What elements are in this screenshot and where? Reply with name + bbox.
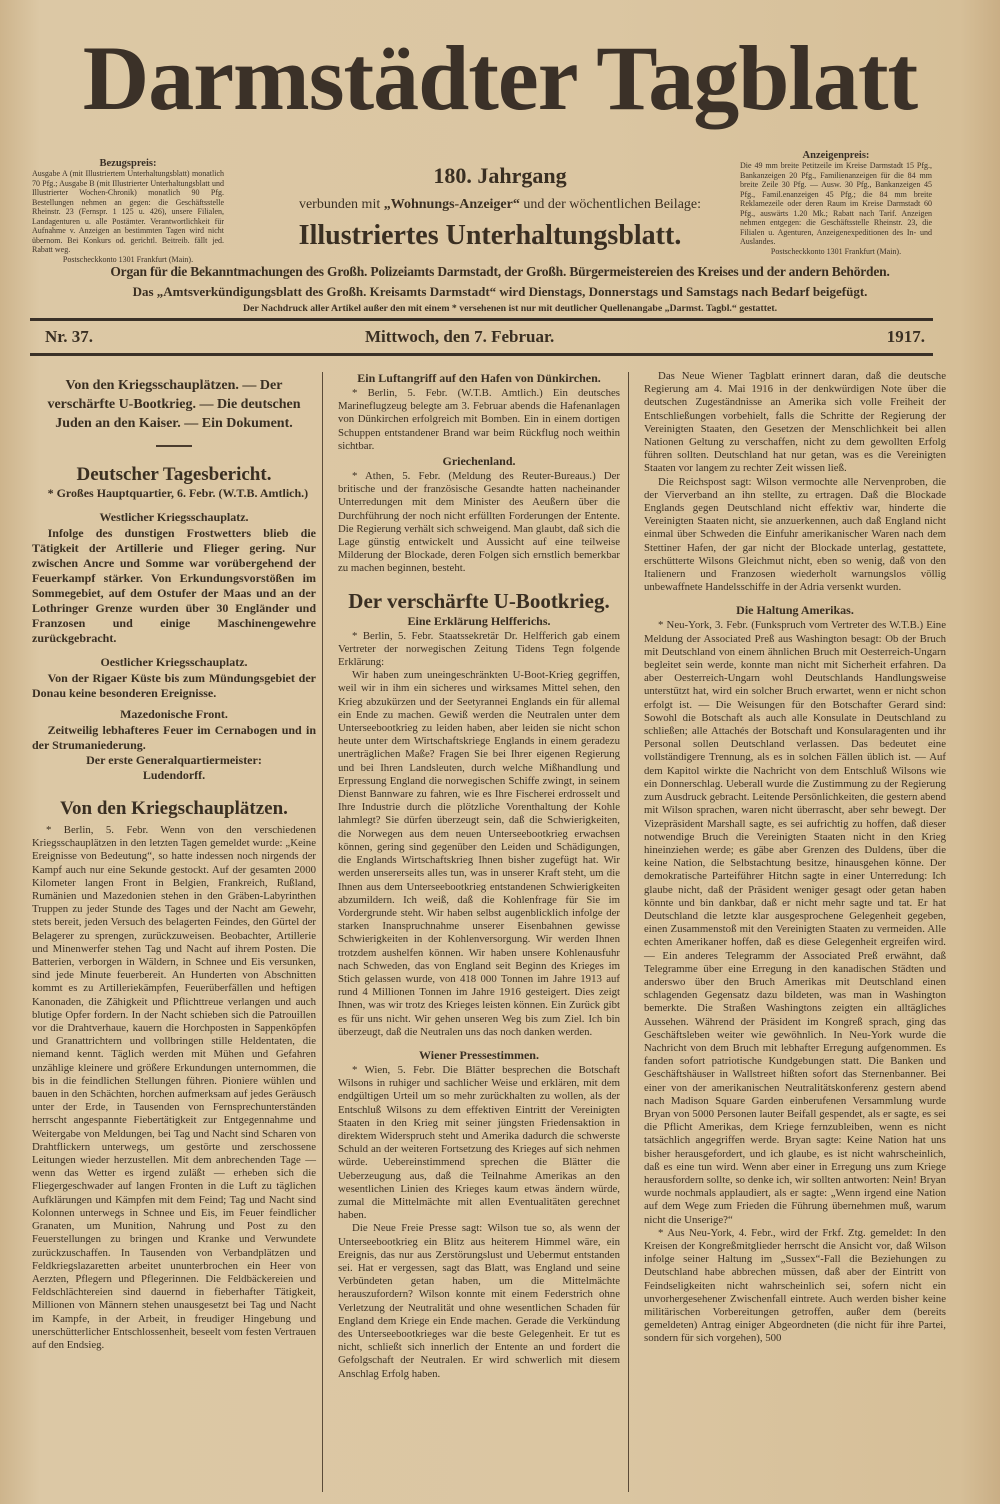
- article-heading: Ein Luftangriff auf den Hafen von Dünkirchen.: [357, 371, 601, 385]
- divider-bottom: [30, 353, 933, 356]
- supplement-title: Illustriertes Unterhaltungsblatt.: [298, 220, 682, 251]
- signature-name: Ludendorff.: [142, 768, 206, 782]
- supplement-post: und der wöchentlichen Beilage:: [523, 197, 702, 212]
- divider-top: [30, 318, 933, 321]
- issue-number: Nr. 37.: [45, 327, 94, 346]
- contents-summary: Von den Kriegsschauplätzen. — Der verschärfte U-Bootkrieg. — Die deutschen Juden an den Kaiser. — Ein Dokument.: [47, 378, 301, 431]
- article-subheading: Eine Erklärung Helfferichs.: [407, 613, 551, 628]
- newspaper-masthead-title: Darmstädter Tagblatt: [82, 27, 918, 129]
- issue-year: 1917.: [886, 327, 925, 346]
- article-paragraph: Die Neue Freie Presse sagt: Wilson tue so, als wenn der Unterseebootkrieg ein Blitz aus heiterem Himmel wäre, ein Ereignis, das nur aus Zerstörungslust und Uebermut entstanden sei. Hat er vergessen, sagt das Blatt, was England und seine Verbündeten getan haben, um die Mittelmächte herauszufordern? Wilson konnte mit einem Federstrich ohne Verletzung der Neutralität und ohne wesentlichen Schaden für England dem Kriege ein Ende machen. Gerade die Verkündung des Unterseebootkrieges war die beste Gelegenheit. Er tut es nicht, schließt sich innerlich der Entente an und fordert die Gefolgschaft der Neutralen. Er wird schwerlich mit diesem Anschlag Erfolg haben.: [338, 1222, 620, 1380]
- advert-price-text: Die 49 mm breite Petitzeile im Kreise Darmstadt 15 Pfg., Bankanzeigen 20 Pfg., Familienanzeigen für die 84 mm breite Zeile 30 Pfg. — Ausw. 30 Pfg., Bankanzeigen 45 Pfg., Famil.enanzeigen 45 Pfg.; die 84 mm breite Reklamezeile oder deren Raum im Kreise Darmstadt 60 Pfg., auswärts 1.20 Mk.; Rabatt nach Tarif. Anzeigen nehmen entgegen: die Geschäftsstelle Rheinstr. 23, die Filialen u. Agenturen, Anzeigenexpeditionen des In- und Auslandes.: [740, 161, 932, 246]
- section-heading: Mazedonische Front.: [120, 707, 228, 721]
- article-paragraph: Die Reichspost sagt: Wilson vermochte alle Nervenproben, die der Vierverband an ihn stellte, zu ertragen. Daß die Blockade Englands gegen Deutschland nicht effektiv war, hinderte die Vereinigten Staaten nicht, sie anzuerkennen, auch daß England nicht einmal über Schweden die Einfuhr amerikanischer Waren nach dem Stettiner Hafen, der gar nicht der Blockade unterlag, gestattete, erschütterte Wilsons Gleichmut nicht, eben so wenig, daß von den Italienern und Franzosen wiederholt warnungslos völlig unbewaffnete Handelsschiffe in der Adria versenkt wurden.: [644, 475, 946, 594]
- signature-title: Der erste Generalquartiermeister:: [86, 753, 262, 767]
- column-divider: [322, 372, 323, 1492]
- section-heading: Oestlicher Kriegsschauplatz.: [100, 655, 248, 669]
- volume-year: 180. Jahrgang: [433, 163, 567, 188]
- article-heading: Wiener Pressestimmen.: [419, 1047, 539, 1062]
- article-paragraph: * Berlin, 5. Febr. Wenn von den verschiedenen Kriegsschauplätzen in den letzten Tagen gemeldet wurde: „Keine Ereignisse von Bedeutung“, so hatte indessen noch nirgends der Kampf auch nur eine Sekunde gestockt. Auf der gesamten 2000 Kilometer langen Front in Belgien, Frankreich, Rußland, Rumänien und Mazedonien stehen in den Gräben-Labyrinthen Truppen zu jeder Stunde des Tages und der Nacht am Gewehr, stets bereit, jeden Versuch des belagerten Feindes, den Gürtel der Belagerer zu sprengen, zurückzuweisen. Beobachter, Artillerie und Minenwerfer stehen Tag und Nacht auf ihrem Posten. Die Batterien, verborgen in Wäldern, in Schnee und Eis versunken, sind jede Minute feuerbereit. An Hunderten von Abschnitten kommt es zu Artilleriekämpfen, Feuerüberfällen und heftigen Kanonaden, die Zähigkeit und Pflichttreue verlangen und auch blutige Opfer fordern. In der Nacht schieben sich die Patrouillen vor die Drahtverhaue, kauern die Horchposten in Sappenköpfen und Granattrichtern und vollbringen stille Heldentaten, die niemand kennt. Täglich werden mit Mühen und Gefahren unzählige kleinere und größere Erkundungen unternommen, die bis in die feindlichen Stellungen führen. Pioniere wühlen und bauen in den Schächten, horchen aufmerksam auf jedes Geräusch unter der Erde, in Tausenden von Fernsprechunterständen herrscht angespannte Fiebertätigkeit zur Entgegennahme und Weitergabe von Meldungen, bei Tag und Nacht sind Scharen von Drahtflickern unterwegs, um gestörte und zerschossene Leitungen wieder herzustellen. Mit dem anbrechenden Tage — wenn das Wetter es irgend zuläßt — erheben sich die Fliegergeschwader auf langen Fronten in die Luft zu täglichen Aufklärungen und Kämpfen mit dem Feind; Tag und Nacht sind Kolonnen unterwegs in Schnee und Eis, im Feuer feindlicher Granaten, um Munition, Nahrung und Post zu den Feuerstellungen zu bringen und Kranke und Verwundete zurückzuschaffen. In Tausenden von Verbandplätzen und Feldkriegslazaretten arbeitet ununterbrochen ein Heer von Aerzten, Pflegern und Pflegerinnen. Die Feldbäckereien und Feldschlächtereien sind dauernd in fieberhafter Tätigkeit, Millionen von Männern stehen unausgesetzt bei Tag und Nacht im Kampfe, in der Arbeit, in freudiger Hingebung und unerschütterlicher Entschlossenheit, beseelt vom festen Vertrauen auf den Endsieg.: [32, 824, 316, 1351]
- supplement-pre: verbunden mit: [298, 197, 381, 212]
- supplement-anzeiger: „Wohnungs-Anzeiger“: [383, 197, 520, 212]
- article-heading: Griechenland.: [442, 454, 516, 469]
- article-paragraph: * Aus Neu-York, 4. Febr., wird der Frkf. Ztg. gemeldet: In den Kreisen der Kongreßmitglieder herrscht die Ansicht vor, daß Wilson infolge seiner Haltung im „Sussex“-Fall die Beziehungen zu Deutschland habe abbrechen müssen, daß aber der Eintritt von Feindseligkeiten nicht wahrscheinlich sei, sofern nicht ein unvorhergesehener Zwischenfall eintrete. Auch werden bisher keine militärischen Vorbereitungen getroffen, außer dem (bereits gemeldeten) Antrag einiger Abgeordneten (die nicht für ihre Partei, sondern für sich vorgehen), 500: [644, 1226, 946, 1345]
- column-divider: [628, 372, 629, 1492]
- reprint-notice: Der Nachdruck aller Artikel außer den mit einem * versehenen ist nur mit deutlicher Quellenangabe „Darmst. Tagbl.“ gestattet.: [242, 303, 778, 314]
- article-dateline: * Großes Hauptquartier, 6. Febr. (W.T.B. Amtlich.): [47, 486, 309, 500]
- organ-line: Organ für die Bekanntmachungen des Großh. Polizeiamts Darmstadt, der Großh. Bürgermeistereien des Kreises und der andern Behörden.: [110, 264, 890, 279]
- article-heading: Der verschärfte U-Bootkrieg.: [348, 588, 610, 613]
- article-paragraph: * Athen, 5. Febr. (Meldung des Reuter-Bureaus.) Der britische und der französische Gesandte hatten nacheinander Unterredungen mit dem Minister des Aeußern über die Durchführung der noch nicht erfüllten Forderungen der Entente. Die Regierung verhält sich schweigend. Man glaubt, daß sich die Lage günstig entwickelt und Aussicht auf eine teilweise Milderung der Blockade, deren Folgen sich ernstlich bemerkbar zu machen beginnen, besteht.: [338, 470, 620, 575]
- short-divider: [156, 445, 192, 447]
- official-gazette-line: Das „Amtsverkündigungsblatt des Großh. Kreisamts Darmstadt“ wird Dienstags, Donnerstags und Samstags nach Bedarf beigefügt.: [132, 284, 868, 299]
- article-paragraph: Infolge des dunstigen Frostwetters blieb die Tätigkeit der Artillerie und Flieger gering. Nur zwischen Ancre und Somme war vorübergehend der Feuerkampf stärker. Von Erkundungsvorstößen im Sommegebiet, auf dem Ostufer der Maas und an der Lothringer Grenze wurden über 30 Engländer und Franzosen und einige Maschinengewehre zurückgebracht.: [32, 526, 316, 645]
- column-3: [644, 370, 946, 1346]
- advert-postal-account: Postscheckkonto 1301 Frankfurt (Main).: [770, 246, 902, 256]
- subscription-price-text: Ausgabe A (mit Illustriertem Unterhaltungsblatt) monatlich 70 Pfg.; Ausgabe B (mit Illustrierter Unterhaltungsblatt und Illustrierter Wochen-Chronik) monatlich 90 Pfg. Bestellungen nehmen an gegen: die Geschäftsstelle Rheinstr. 23 (Fernspr. 1 125 u. 426), unsere Filialen, Landagenturen u. alle Postämter. Verantwortlichkeit für Aufnahme v. Anzeigen an bestimmten Tagen wird nicht übernom. Bei Konkurs od. gerichtl. Beitreib. fällt jed. Rabatt weg.: [32, 169, 224, 254]
- column-1: [32, 370, 316, 1352]
- article-paragraph: Zeitweilig lebhafteres Feuer im Cernabogen und in der Strumaniederung.: [32, 723, 316, 752]
- subscription-postal-account: Postscheckkonto 1301 Frankfurt (Main).: [62, 254, 194, 264]
- article-paragraph: * Neu-York, 3. Febr. (Funkspruch vom Vertreter des W.T.B.) Eine Meldung der Associated Preß aus Washington besagt: Ob der Bruch mit Deutschland von einem ähnlichen Bruch mit Oesterreich-Ungarn begleitet sein werde, konnte man nicht mit Sicherheit erfahren. Da aber Oesterreich-Ungarn wohl Deutschlands Handlungsweise unterstützt hat, wird ein solcher Bruch erwartet, wenn er nicht schon erfolgt ist. — Die Weisungen für den Botschafter Gerard sind: Sowohl die Botschaft als auch alle Konsulate in Deutschland zu schließen; alle Attachés der Botschaft und Konsularagenten und ihr Personal sollen Deutschland verlassen. Das bedeutet eine vollständigere Trennung, als es in solchen Fällen üblich ist. — Auf dem Kapitol wirkte die Nachricht von dem Entschluß Wilsons wie ein Donnerschlag. Ueberall wurde die Zustimmung zu der Regierung zum Ausdruck gebracht. Leitende Persönlichkeiten, die gestern abend mit Wilson sprachen, waren nicht überrascht, aber sehr bewegt. Der Vizepräsident Marshall sagte, es sei aufrichtig zu hoffen, daß dieser notwendige Bruch die Vereinigten Staaten nicht in den Krieg hineinziehen werde; es gäbe aber Grenzen des Duldens, über die keine Nation, die Selbstachtung besitze, hinausgehen könne. Der demokratische Parteiführer Hitchn sagte in einer Unterredung: Ich glaube nicht, daß der Präsident weniger gesagt oder getan haben könnte und bin dankbar, daß er nicht mehr sagte und tat. Er hat Deutschland die letzte klar ausgesprochene Gelegenheit gegeben, einen Zusammenstoß mit den Vereinigten Staaten zu vermeiden. Alle echten Amerikaner hoffen, daß es diese Gelegenheit ergreifen wird. — Ein anderes Telegramm der Associated Preß erwähnt, daß Telegramme über eine Erregung in den kanadischen Städten und anderswo über den Bruch Amerikas mit Deutschland einen schlagenden Gegensatz dazu bildeten, was man in Washington bemerkte. Die Straßen Washingtons zeigten ein alltägliches Aussehen. Während der Präsident im Kongreß sprach, ging das Geschäftsleben weiter wie gewöhnlich. In Neu-York wurde die Nachricht von dem Bruch mit lebhafter Erregung aufgenommen. Es fanden sofort patriotische Kundgebungen statt. Die Banken und Geschäftshäuser in Wallstreet hißten sofort das Sternenbanner. Bei einer von der amerikanischen Neutralitätskonferenz gestern abend nach Madison Square Garden einberufenen Versammlung wurde Bryan von 5000 Personen lauter Beifall gespendet, als er sagte, es sei die Pflicht Amerikas, dem Kriege fernzubleiben, wenn es nicht tatsächlich angegriffen werde. Bryan sagte: Keine Nation hat uns bisher herausgefordert, und ich glaube, es ist nicht wahrscheinlich, daß es eine tun wird. Wenn aber einer in Erregung uns zum Kriege herausfordern sollte, so denke ich, wir sollten antworten: Nein! Bryan wurde nochmals applaudiert, als er sagte: „Wenn irgend eine Nation auf dem Wege zum Frieden die Führung übernehmen muß, warum nicht die Unserige?“: [644, 619, 946, 1226]
- article-paragraph: * Berlin, 5. Febr. (W.T.B. Amtlich.) Ein deutsches Marineflugzeug belegte am 3. Februar abends die Hafenanlagen von Dünkirchen erfolgreich mit Bomben. Ein in einem dortigen Schuppen entstandener Brand war beim Rückflug noch weithin sichtbar.: [338, 387, 620, 452]
- subscription-price-title: Bezugspreis:: [99, 158, 157, 169]
- article-paragraph: * Wien, 5. Febr. Die Blätter besprechen die Botschaft Wilsons in ruhiger und sachlicher Weise und erklären, mit dem endgültigen Urteil um so mehr zurückhalten zu wollen, als der Entschluß Wilsons zu dem effektiven Eintritt der Vereinigten Staaten in den Krieg mit seiner jüngsten Friedensaktion in direktem Widerspruch steht und Amerika dadurch die schwerste Schuld an der weiteren Fortsetzung des Krieges auf sich nehmen würde. Uebereinstimmend sprechen die Blätter die Ueberzeugung aus, daß die Teilnahme Amerikas an den wesentlichen Linien des Krieges kaum etwas ändern würde, zumal die Mittelmächte mit allen Eventualitäten gerechnet haben.: [338, 1063, 620, 1222]
- article-paragraph: Das Neue Wiener Tagblatt erinnert daran, daß die deutsche Regierung am 4. Mai 1916 in der denkwürdigen Note über die deutschen Zugeständnisse an Amerika sich volle Freiheit der Entschließungen vorbehielt, falls die Schritte der Regierung der Vereinigten Staaten, den Gesetzen der Menschlichkeit bei allen Nationen Geltung zu verschaffen, nicht zu dem gewollten Erfolg führen sollten. Deutschland hat nur getan, was es die Vereinigten Staaten vor langem zu rechter Zeit wissen ließ.: [644, 370, 946, 475]
- article-paragraph: Von der Rigaer Küste bis zum Mündungsgebiet der Donau keine besonderen Ereignisse.: [32, 671, 316, 700]
- article-paragraph: Wir haben zum uneingeschränkten U-Boot-Krieg gegriffen, weil wir in ihm ein sicheres und wirksames Mittel sehen, den Krieg abzukürzen und der Seetyrannei Englands ein für allemal ein Ende zu machen. Gewiß werden die Neutralen unter dem Unterseebootkrieg zu leiden haben, aber leiden sie nicht schon heute unter dem Wirtschaftskriege Englands in einem geradezu unerträglichen Maße? Fragen Sie bei Ihrer eigenen Regierung und bei Ihren Landsleuten, durch welche Mißhandlung und Erpressung England die norwegischen Schiffe zwingt, in seinem Dienst Bannware zu fahren, wie es Ihre Fischerei erdrosselt und Ihre Industrie durch die plötzliche Vorenthaltung der Kohle lahmlegt? Sie dürfen überzeugt sein, daß die Schwierigkeiten, die Norwegen aus dem neuen Unterseebootkrieg erwachsen können, gering sind gegenüber den Leiden und Schädigungen, die Englands Wirtschaftskrieg Ihnen bisher zugefügt hat. Wir werden unsererseits alles tun, was in unserer Kraft steht, um die Ihnen aus dem Unterseebootkrieg entstandenen Schwierigkeiten abzumildern. Ich weiß, daß die Kohlenfrage für Sie im Vordergrunde steht. Wir haben selbst augenblicklich infolge der starken Inanspruchnahme unserer Eisenbahnen gewisse Schwierigkeiten in der Kohlenversorgung. Wir werden Ihnen trotzdem aushelfen können. Wir haben unsere Kohlenausfuhr nach Schweden, das von England seit Beginn des Krieges im Stich gelassen wurde, von 418 000 Tonnen im Jahre 1913 auf rund 4 Millionen Tonnen im Jahre 1916 gesteigert. Dies zeigt Ihnen, was wir trotz des Krieges leisten können. Ein Zurück gibt es für uns nicht. Wir gehen unseren Weg bis zum Ziel. Ich bin überzeugt, daß die Neutralen uns das noch danken werden.: [338, 669, 620, 1038]
- article-heading: Die Haltung Amerikas.: [736, 603, 854, 618]
- subscription-price-box: [32, 158, 224, 264]
- supplement-line: [230, 197, 770, 213]
- issue-date: Mittwoch, den 7. Februar.: [365, 327, 555, 346]
- column-2: [338, 370, 620, 1381]
- section-heading: Westlicher Kriegsschauplatz.: [99, 510, 249, 524]
- advert-price-title: Anzeigenpreis:: [802, 150, 870, 161]
- article-heading: Von den Kriegschauplätzen.: [60, 798, 288, 819]
- article-heading: Deutscher Tagesbericht.: [76, 464, 272, 485]
- article-paragraph: * Berlin, 5. Febr. Staatssekretär Dr. Helfferich gab einem Vertreter der norwegischen Zeitung Tidens Tegn folgende Erklärung:: [338, 629, 620, 669]
- issue-dateline: [45, 327, 925, 351]
